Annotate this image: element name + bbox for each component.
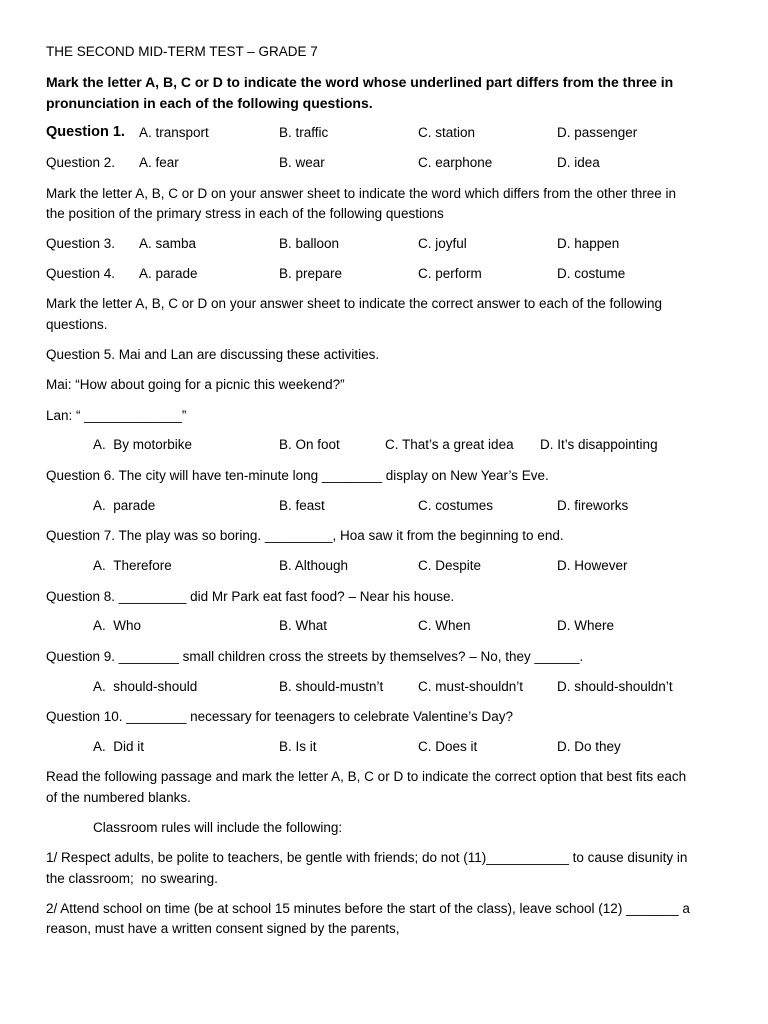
q3-option-b[interactable]: B. balloon [279, 236, 340, 251]
q2-option-a[interactable]: A. fear [139, 155, 179, 170]
q2-option-c[interactable]: C. earphone [418, 155, 493, 170]
q5-option-a[interactable]: A. By motorbike [93, 437, 193, 452]
q6-option-b[interactable]: B. feast [279, 498, 325, 513]
q10-option-d[interactable]: D. Do they [557, 739, 621, 754]
q7-option-a[interactable]: A. Therefore [93, 558, 172, 573]
q5-dialogue-lan: Lan: “ _____________” [46, 408, 187, 423]
q4-option-c[interactable]: C. perform [418, 266, 482, 281]
q9-stem: Question 9. ________ small children cross the streets by themselves? – No, they ______. [46, 649, 584, 664]
q8-option-c[interactable]: C. When [418, 618, 471, 633]
q5-option-d[interactable]: D. It’s disappointing [540, 437, 658, 452]
q8-option-b[interactable]: B. What [279, 618, 328, 633]
q9-option-b[interactable]: B. should-mustn’t [279, 679, 384, 694]
q4-option-d[interactable]: D. costume [557, 266, 626, 281]
q10-option-a[interactable]: A. Did it [93, 739, 145, 754]
q5-dialogue-mai: Mai: “How about going for a picnic this weekend?” [46, 377, 345, 392]
q1-option-c[interactable]: C. station [418, 125, 476, 140]
q1-option-d[interactable]: D. passenger [557, 125, 638, 140]
passage-intro: Classroom rules will include the following: [93, 820, 343, 835]
q6-option-c[interactable]: C. costumes [418, 498, 494, 513]
q7-option-c[interactable]: C. Despite [418, 558, 482, 573]
q6-option-a[interactable]: A. parade [93, 498, 156, 513]
rule-2-line-2: reason, must have a written consent signed by the parents, [46, 921, 400, 936]
q3-option-c[interactable]: C. joyful [418, 236, 467, 251]
q7-stem: Question 7. The play was so boring. _________, Hoa saw it from the beginning to end. [46, 528, 564, 543]
test-title: THE SECOND MID-TERM TEST – GRADE 7 [46, 44, 318, 59]
q9-option-c[interactable]: C. must-shouldn’t [418, 679, 524, 694]
rule-2-line-1: 2/ Attend school on time (be at school 15 minutes before the start of the class), leave school (12) _______ a [46, 901, 690, 916]
q5-option-c[interactable]: C. That’s a great idea [385, 437, 514, 452]
q6-option-d[interactable]: D. fireworks [557, 498, 629, 513]
q3-option-d[interactable]: D. happen [557, 236, 620, 251]
rule-1-line-2: the classroom; no swearing. [46, 871, 218, 886]
q9-option-a[interactable]: A. should-should [93, 679, 198, 694]
q10-option-c[interactable]: C. Does it [418, 739, 478, 754]
q4-option-b[interactable]: B. prepare [279, 266, 343, 281]
rule-1-line-1: 1/ Respect adults, be polite to teachers, be gentle with friends; do not (11)___________ to cause disunity in [46, 850, 688, 865]
q6-stem: Question 6. The city will have ten-minute long ________ display on New Year’s Eve. [46, 468, 549, 483]
q8-stem: Question 8. _________ did Mr Park eat fast food? – Near his house. [46, 589, 455, 604]
q7-option-b[interactable]: B. Although [279, 558, 349, 573]
q8-option-a[interactable]: A. Who [93, 618, 142, 633]
q9-option-d[interactable]: D. should-shouldn’t [557, 679, 673, 694]
q1-option-b[interactable]: B. traffic [279, 125, 329, 140]
q5-option-b[interactable]: B. On foot [279, 437, 340, 452]
q3-option-a[interactable]: A. samba [139, 236, 197, 251]
q1-option-a[interactable]: A. transport [139, 125, 209, 140]
q2-option-d[interactable]: D. idea [557, 155, 600, 170]
q10-option-b[interactable]: B. Is it [279, 739, 317, 754]
q8-option-d[interactable]: D. Where [557, 618, 615, 633]
q10-stem: Question 10. ________ necessary for teenagers to celebrate Valentine’s Day? [46, 709, 514, 724]
q7-option-d[interactable]: D. However [557, 558, 628, 573]
q2-option-b[interactable]: B. wear [279, 155, 325, 170]
q4-option-a[interactable]: A. parade [139, 266, 198, 281]
q5-stem: Question 5. Mai and Lan are discussing these activities. [46, 347, 380, 362]
